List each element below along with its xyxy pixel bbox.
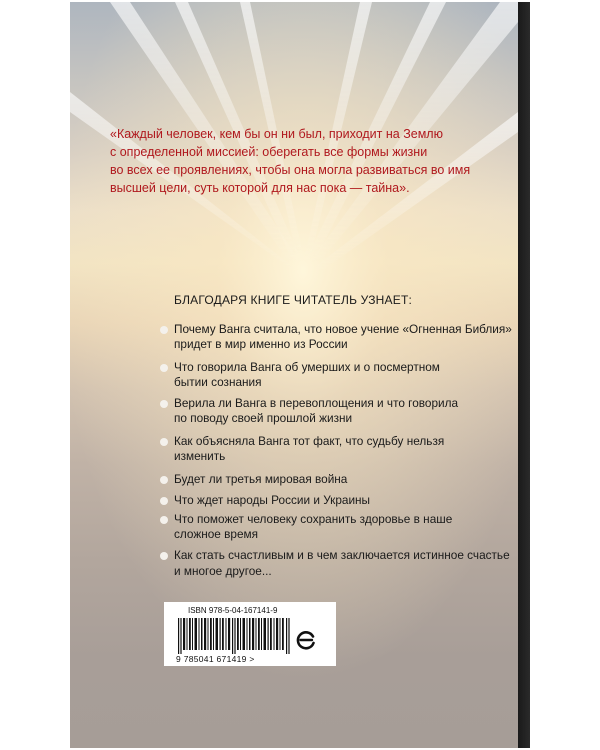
list-item-text: придет в мир именно из России — [174, 337, 348, 351]
bullet-icon — [160, 364, 168, 372]
list-item-text: Что говорила Ванга об умерших и о посмертном — [174, 360, 440, 374]
publisher-logo-icon — [294, 628, 318, 652]
barcode-icon — [178, 618, 294, 654]
list-item-text: Что ждет народы России и Украины — [174, 493, 371, 507]
bullet-icon — [160, 400, 168, 408]
list-item-text: Почему Ванга считала, что новое учение «Огненная Библия» — [174, 322, 512, 336]
bullet-icon — [160, 516, 168, 524]
quote-block — [110, 125, 470, 197]
list-item-text: бытии сознания — [174, 375, 262, 389]
isbn-label: ISBN 978-5-04-167141-9 — [188, 606, 278, 615]
list-item-text: Как стать счастливым и в чем заключается истинное счастье — [174, 548, 510, 562]
bullet-icon — [160, 326, 168, 334]
bullet-icon — [160, 438, 168, 446]
list-item-text: по поводу своей прошлой жизни — [174, 411, 353, 425]
list-item-text: изменить — [174, 449, 226, 463]
list-item-text: Как объясняла Ванга тот факт, что судьбу нельзя — [174, 434, 445, 448]
section-heading: БЛАГОДАРЯ КНИГЕ ЧИТАТЕЛЬ УЗНАЕТ: — [174, 293, 413, 307]
quote-line: с определенной миссией: оберегать все формы жизни — [110, 145, 428, 159]
list-item-text: сложное время — [174, 527, 259, 541]
quote-line: «Каждый человек, кем бы он ни был, приходит на Землю — [110, 127, 443, 141]
book-spine-edge — [518, 2, 530, 748]
barcode-number: 9 785041 671419 > — [176, 654, 255, 664]
closing-line: и многое другое... — [174, 564, 272, 578]
quote-line: во всех ее проявлениях, чтобы она могла развиваться во имя — [110, 163, 471, 177]
quote-line: высшей цели, суть которой для нас пока — тайна». — [110, 181, 410, 195]
bullet-icon — [160, 552, 168, 560]
list-item-text: Будет ли третья мировая война — [174, 472, 348, 486]
bullet-icon — [160, 497, 168, 505]
bullet-icon — [160, 476, 168, 484]
list-item-text: Что поможет человеку сохранить здоровье в наше — [174, 512, 453, 526]
list-item-text: Верила ли Ванга в перевоплощения и что говорила — [174, 396, 459, 410]
